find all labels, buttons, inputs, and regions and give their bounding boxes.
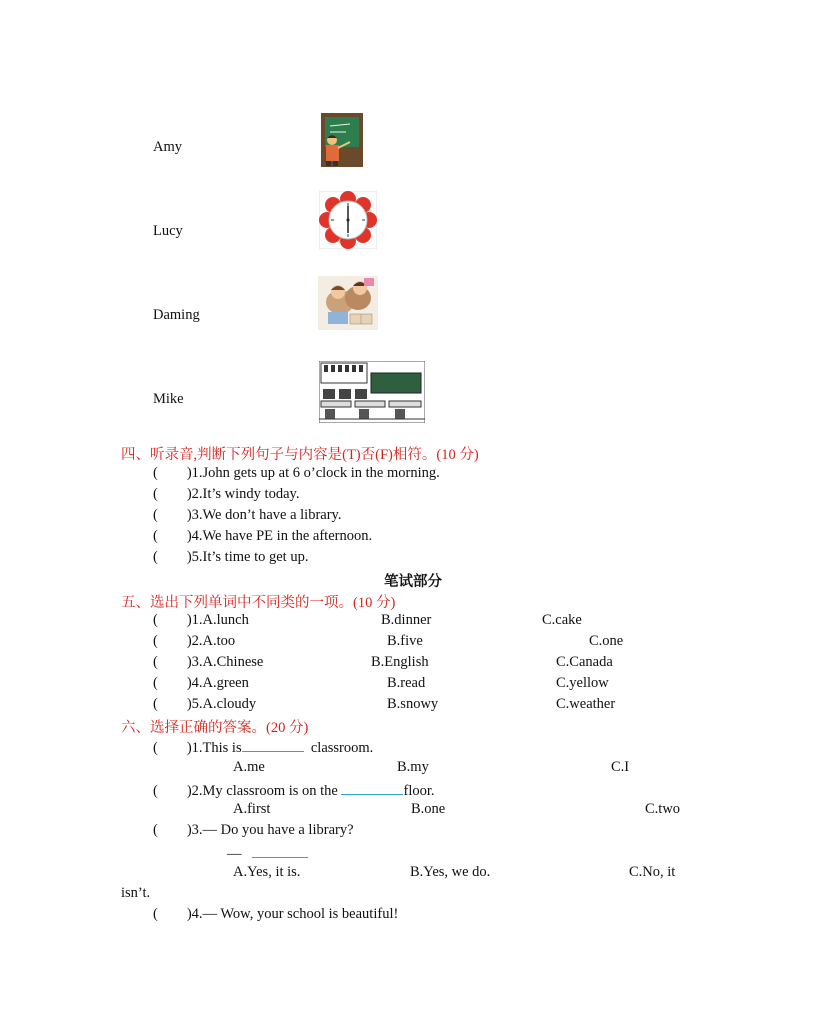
s5-row-5-c: C.weather [556,696,616,712]
name-mike: Mike [153,391,184,407]
s6-q1-stem: ( )1.This is [153,740,242,756]
classroom-icon [319,361,425,423]
section-6-title: 六、选择正确的答案。(20 分) [121,720,309,736]
s5-row-1-a: ( )1.A.lunch [153,612,249,628]
s6-q2-blank[interactable] [341,780,403,795]
teacher-at-blackboard-icon [320,112,364,168]
name-daming: Daming [153,307,200,323]
s6-q4: ( )4.— Wow, your school is beautiful! [153,906,399,922]
s6-q1-blank[interactable] [242,737,304,752]
s5-row-3-c: C.Canada [556,654,613,670]
s6-q1-a: A.me [233,759,265,775]
written-part-heading: 笔试部分 [384,574,442,590]
s4-item-2: ( )2.It’s windy today. [153,486,300,502]
s6-q3-a: A.Yes, it is. [233,864,301,880]
s6-q1 [153,737,373,757]
s6-q3-blank[interactable] [252,843,308,858]
section-4-title: 四、听录音,判断下列句子与内容是(T)否(F)相符。(10 分) [121,447,479,463]
s5-row-3-a: ( )3.A.Chinese [153,654,264,670]
s4-item-3: ( )3.We don’t have a library. [153,507,342,523]
s6-q3-c-continued: isn’t. [121,885,151,901]
s6-q3-dash: — [227,846,242,862]
s6-q1-tail: classroom. [310,740,374,756]
s4-item-5: ( )5.It’s time to get up. [153,549,309,565]
s6-q2-tail: floor. [403,783,435,799]
s6-q3-b: B.Yes, we do. [410,864,491,880]
name-amy: Amy [153,139,182,155]
s6-q3: ( )3.— Do you have a library? [153,822,354,838]
s6-q3-c: C.No, it [629,864,676,880]
s6-q2-c: C.two [645,801,681,817]
s4-item-4: ( )4.We have PE in the afternoon. [153,528,373,544]
children-reading-icon [318,276,378,330]
s6-q2-a: A.first [233,801,271,817]
name-lucy: Lucy [153,223,183,239]
s5-row-5-b: B.snowy [387,696,439,712]
s5-row-2-b: B.five [387,633,423,649]
s6-q3-answer-line [227,843,308,863]
s5-row-1-b: B.dinner [381,612,432,628]
s5-row-4-c: C.yellow [556,675,609,691]
s5-row-5-a: ( )5.A.cloudy [153,696,257,712]
s6-q2-b: B.one [411,801,446,817]
s6-q1-c: C.I [611,759,630,775]
s5-row-1-c: C.cake [542,612,582,628]
s5-row-2-c: C.one [589,633,624,649]
s5-row-3-b: B.English [371,654,429,670]
clock-icon [319,191,377,249]
s6-q1-b: B.my [397,759,429,775]
section-5-title: 五、选出下列单词中不同类的一项。(10 分) [121,595,396,611]
s5-row-4-b: B.read [387,675,426,691]
s6-q2 [153,780,435,800]
s4-item-1: ( )1.John gets up at 6 o’clock in the morning. [153,465,440,481]
s5-row-4-a: ( )4.A.green [153,675,249,691]
s6-q2-stem: ( )2.My classroom is on the [153,783,338,799]
s5-row-2-a: ( )2.A.too [153,633,236,649]
